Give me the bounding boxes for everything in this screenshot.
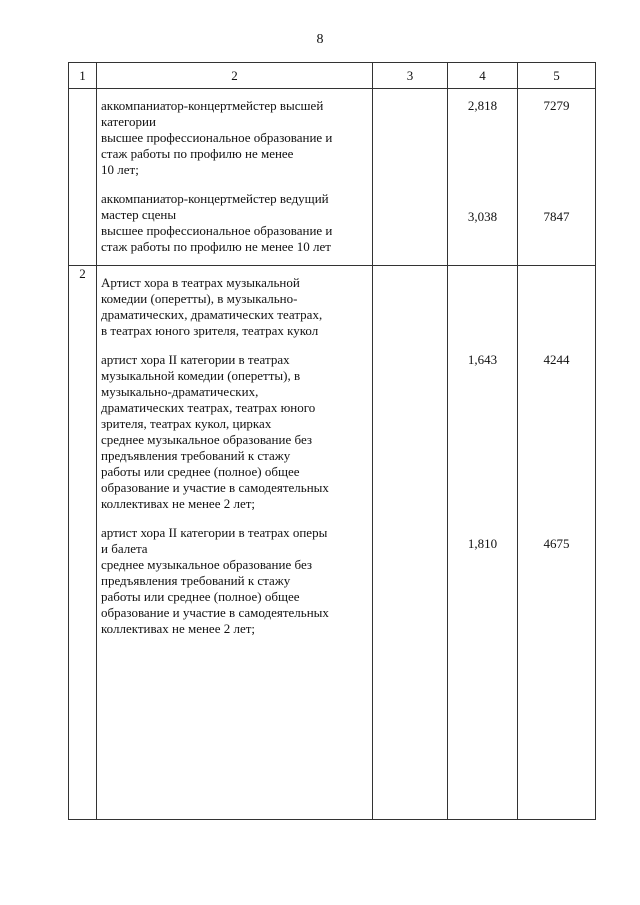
table-row [69,89,596,266]
coefficient-value: 3,038 [467,209,498,224]
text-line: высшее профессиональное образование и [101,223,333,238]
row-number [69,89,97,266]
text-line: среднее музыкальное образование без [101,557,313,572]
text-line: среднее музыкальное образование без [101,432,313,447]
text-line: образование и участие в самодеятельных [101,480,329,495]
text-line: аккомпаниатор-концертмейстер ведущий [101,191,329,206]
text-line: и балета [101,541,148,556]
text-line: работы или среднее (полное) общее [101,589,300,604]
text-line: категории [101,114,156,129]
column-header: 5 [518,63,596,89]
salary-value: 7847 [543,209,570,224]
position-description-cell [97,266,373,820]
salary-cell [518,89,596,266]
text-line: стаж работы по профилю не менее [101,146,294,161]
coefficient-value: 2,818 [467,98,498,113]
position-entry [101,352,368,512]
position-description-cell [97,89,373,266]
coefficient-value: 1,643 [467,352,498,367]
table-header-row [69,63,596,89]
text-line: высшее профессиональное образование и [101,130,333,145]
coefficient-value: 1,810 [467,536,498,551]
text-line: комедии (оперетты), в музыкально- [101,291,298,306]
coefficient-cell [448,266,518,820]
text-line: артист хора II категории в театрах [101,352,290,367]
position-entry [101,525,368,637]
text-line: коллективах не менее 2 лет; [101,496,256,511]
position-entry [101,98,368,178]
text-line: драматических, драматических театрах, [101,307,323,322]
column-header: 2 [97,63,373,89]
text-line: драматических театрах, театрах юного [101,400,316,415]
page-number: 8 [316,32,324,47]
column-header: 4 [448,63,518,89]
text-line: образование и участие в самодеятельных [101,605,329,620]
group-heading [101,275,368,339]
row-number: 2 [69,266,97,820]
text-line: стаж работы по профилю не менее 10 лет [101,239,331,254]
text-line: в театрах юного зрителя, театрах кукол [101,323,319,338]
text-line: аккомпаниатор-концертмейстер высшей [101,98,324,113]
column-header: 3 [373,63,448,89]
column-header: 1 [69,63,97,89]
text-line: зрителя, театрах кукол, цирках [101,416,272,431]
position-entry [101,191,368,255]
salary-value: 4244 [543,352,570,367]
salary-value: 4675 [543,536,570,551]
text-line: мастер сцены [101,207,177,222]
text-line: предъявления требований к стажу [101,448,291,463]
coefficient-cell [448,89,518,266]
text-line: предъявления требований к стажу [101,573,291,588]
tariff-table [68,62,596,820]
text-line: коллективах не менее 2 лет; [101,621,256,636]
text-line: 10 лет; [101,162,139,177]
text-line: Артист хора в театрах музыкальной [101,275,300,290]
salary-value: 7279 [543,98,570,113]
salary-cell [518,266,596,820]
col3-cell [373,266,448,820]
table-row [69,266,596,820]
text-line: артист хора II категории в театрах оперы [101,525,328,540]
col3-cell [373,89,448,266]
text-line: музыкально-драматических, [101,384,259,399]
text-line: работы или среднее (полное) общее [101,464,300,479]
text-line: музыкальной комедии (оперетты), в [101,368,301,383]
